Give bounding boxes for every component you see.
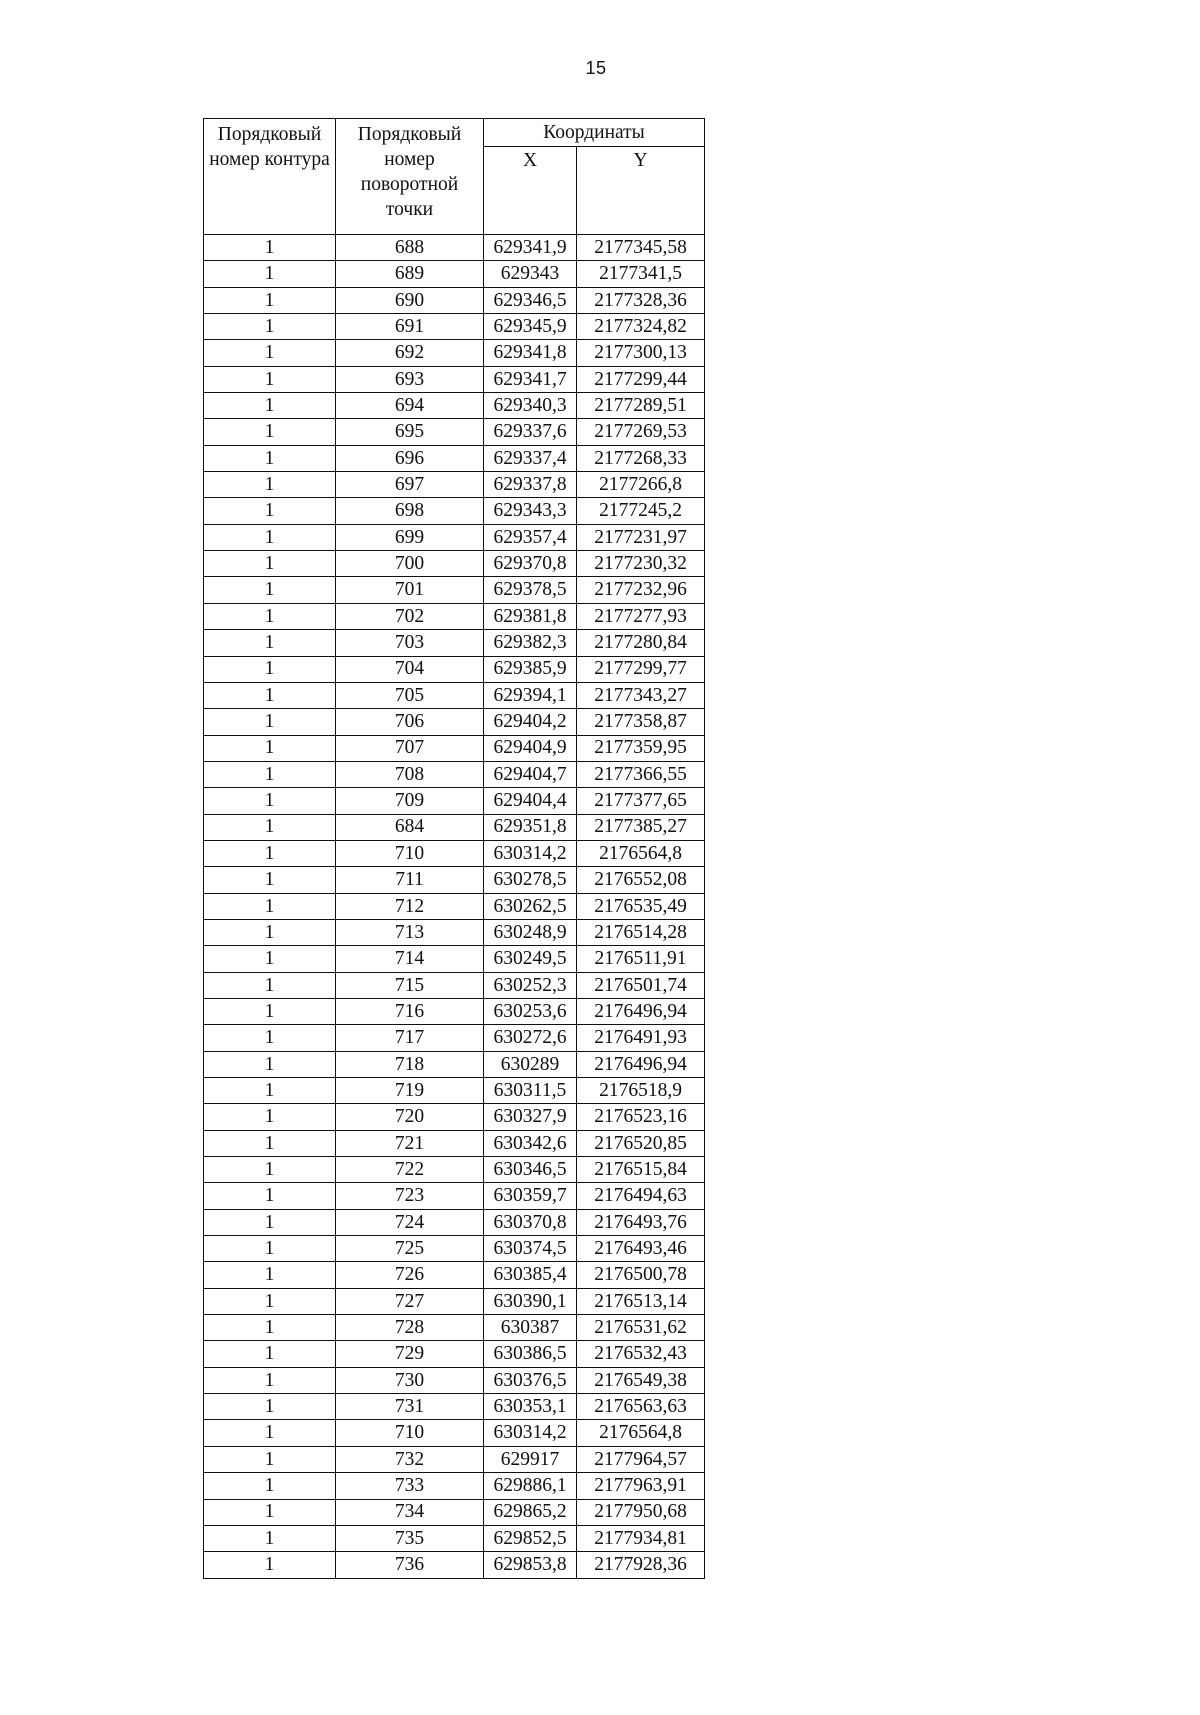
table-row xyxy=(204,1341,705,1367)
table-row xyxy=(204,998,705,1024)
cell-x: 630376,5 xyxy=(484,1367,577,1393)
header-coordinates: Координаты xyxy=(484,119,705,147)
cell-x: 629341,8 xyxy=(484,340,577,366)
cell-y: 2176493,76 xyxy=(577,1209,705,1235)
cell-x: 630272,6 xyxy=(484,1025,577,1051)
table-row xyxy=(204,735,705,761)
cell-contour-number: 1 xyxy=(204,287,336,313)
table-row xyxy=(204,840,705,866)
cell-x: 630327,9 xyxy=(484,1104,577,1130)
cell-x: 630289 xyxy=(484,1051,577,1077)
cell-contour-number: 1 xyxy=(204,1236,336,1262)
cell-contour-number: 1 xyxy=(204,1499,336,1525)
header-point-number: Порядковый номер поворотной точки xyxy=(336,119,484,235)
cell-contour-number: 1 xyxy=(204,630,336,656)
table-row xyxy=(204,972,705,998)
table-row xyxy=(204,1315,705,1341)
table-row xyxy=(204,656,705,682)
table-row xyxy=(204,1157,705,1183)
cell-y: 2177358,87 xyxy=(577,709,705,735)
cell-point-number: 692 xyxy=(336,340,484,366)
table-row xyxy=(204,1473,705,1499)
cell-x: 630387 xyxy=(484,1315,577,1341)
cell-point-number: 725 xyxy=(336,1236,484,1262)
cell-y: 2177950,68 xyxy=(577,1499,705,1525)
cell-y: 2177280,84 xyxy=(577,630,705,656)
cell-point-number: 704 xyxy=(336,656,484,682)
cell-y: 2177341,5 xyxy=(577,261,705,287)
cell-x: 629341,7 xyxy=(484,366,577,392)
table-row xyxy=(204,1394,705,1420)
cell-contour-number: 1 xyxy=(204,656,336,682)
cell-contour-number: 1 xyxy=(204,893,336,919)
cell-y: 2176493,46 xyxy=(577,1236,705,1262)
table-row xyxy=(204,1236,705,1262)
cell-point-number: 694 xyxy=(336,393,484,419)
cell-contour-number: 1 xyxy=(204,735,336,761)
table-row xyxy=(204,1209,705,1235)
cell-x: 629340,3 xyxy=(484,393,577,419)
cell-point-number: 731 xyxy=(336,1394,484,1420)
cell-x: 630278,5 xyxy=(484,867,577,893)
cell-y: 2177385,27 xyxy=(577,814,705,840)
cell-point-number: 695 xyxy=(336,419,484,445)
cell-y: 2177277,93 xyxy=(577,603,705,629)
header-x: X xyxy=(484,147,577,235)
cell-point-number: 723 xyxy=(336,1183,484,1209)
cell-contour-number: 1 xyxy=(204,1315,336,1341)
cell-point-number: 721 xyxy=(336,1130,484,1156)
table-row xyxy=(204,788,705,814)
table-row xyxy=(204,445,705,471)
table-body xyxy=(204,235,705,1579)
cell-contour-number: 1 xyxy=(204,314,336,340)
cell-x: 630262,5 xyxy=(484,893,577,919)
cell-x: 629381,8 xyxy=(484,603,577,629)
cell-contour-number: 1 xyxy=(204,682,336,708)
table-row xyxy=(204,630,705,656)
cell-contour-number: 1 xyxy=(204,1051,336,1077)
cell-x: 630370,8 xyxy=(484,1209,577,1235)
cell-point-number: 705 xyxy=(336,682,484,708)
header-contour-number: Порядковый номер контура xyxy=(204,119,336,235)
cell-y: 2177300,13 xyxy=(577,340,705,366)
table-header xyxy=(204,119,705,235)
cell-x: 629385,9 xyxy=(484,656,577,682)
cell-y: 2176496,94 xyxy=(577,998,705,1024)
table-row xyxy=(204,393,705,419)
cell-x: 629394,1 xyxy=(484,682,577,708)
cell-y: 2177232,96 xyxy=(577,577,705,603)
cell-y: 2177289,51 xyxy=(577,393,705,419)
cell-x: 630353,1 xyxy=(484,1394,577,1420)
cell-x: 629378,5 xyxy=(484,577,577,603)
cell-contour-number: 1 xyxy=(204,1025,336,1051)
table-row xyxy=(204,287,705,313)
coordinates-table xyxy=(203,118,705,1579)
cell-y: 2176501,74 xyxy=(577,972,705,998)
cell-x: 629346,5 xyxy=(484,287,577,313)
cell-point-number: 709 xyxy=(336,788,484,814)
cell-x: 629886,1 xyxy=(484,1473,577,1499)
cell-point-number: 732 xyxy=(336,1446,484,1472)
cell-x: 629404,7 xyxy=(484,761,577,787)
table-row xyxy=(204,603,705,629)
cell-contour-number: 1 xyxy=(204,788,336,814)
cell-contour-number: 1 xyxy=(204,867,336,893)
cell-x: 630359,7 xyxy=(484,1183,577,1209)
cell-x: 629404,2 xyxy=(484,709,577,735)
table-row xyxy=(204,919,705,945)
cell-contour-number: 1 xyxy=(204,1473,336,1499)
cell-contour-number: 1 xyxy=(204,445,336,471)
cell-y: 2177299,77 xyxy=(577,656,705,682)
table-row xyxy=(204,814,705,840)
cell-x: 630314,2 xyxy=(484,1420,577,1446)
cell-contour-number: 1 xyxy=(204,603,336,629)
cell-x: 629852,5 xyxy=(484,1525,577,1551)
table-row xyxy=(204,1104,705,1130)
cell-point-number: 733 xyxy=(336,1473,484,1499)
cell-x: 629337,8 xyxy=(484,472,577,498)
cell-point-number: 707 xyxy=(336,735,484,761)
cell-contour-number: 1 xyxy=(204,1209,336,1235)
cell-contour-number: 1 xyxy=(204,1446,336,1472)
cell-x: 630346,5 xyxy=(484,1157,577,1183)
cell-y: 2176531,62 xyxy=(577,1315,705,1341)
cell-y: 2176535,49 xyxy=(577,893,705,919)
cell-point-number: 684 xyxy=(336,814,484,840)
cell-contour-number: 1 xyxy=(204,1367,336,1393)
cell-contour-number: 1 xyxy=(204,1183,336,1209)
cell-contour-number: 1 xyxy=(204,340,336,366)
cell-point-number: 706 xyxy=(336,709,484,735)
cell-contour-number: 1 xyxy=(204,551,336,577)
cell-point-number: 697 xyxy=(336,472,484,498)
cell-x: 629382,3 xyxy=(484,630,577,656)
cell-y: 2177963,91 xyxy=(577,1473,705,1499)
cell-y: 2177359,95 xyxy=(577,735,705,761)
cell-point-number: 696 xyxy=(336,445,484,471)
cell-point-number: 716 xyxy=(336,998,484,1024)
table-row xyxy=(204,709,705,735)
cell-x: 629404,4 xyxy=(484,788,577,814)
cell-point-number: 700 xyxy=(336,551,484,577)
cell-x: 630314,2 xyxy=(484,840,577,866)
table-row xyxy=(204,419,705,445)
cell-contour-number: 1 xyxy=(204,1525,336,1551)
cell-contour-number: 1 xyxy=(204,366,336,392)
table-row xyxy=(204,1051,705,1077)
table-row xyxy=(204,867,705,893)
cell-y: 2177366,55 xyxy=(577,761,705,787)
cell-point-number: 710 xyxy=(336,840,484,866)
cell-contour-number: 1 xyxy=(204,1078,336,1104)
cell-x: 630385,4 xyxy=(484,1262,577,1288)
cell-point-number: 735 xyxy=(336,1525,484,1551)
cell-point-number: 703 xyxy=(336,630,484,656)
cell-point-number: 715 xyxy=(336,972,484,998)
cell-contour-number: 1 xyxy=(204,472,336,498)
cell-y: 2176523,16 xyxy=(577,1104,705,1130)
cell-x: 629404,9 xyxy=(484,735,577,761)
cell-point-number: 724 xyxy=(336,1209,484,1235)
table-row xyxy=(204,261,705,287)
table-row xyxy=(204,524,705,550)
cell-y: 2177928,36 xyxy=(577,1552,705,1578)
cell-point-number: 708 xyxy=(336,761,484,787)
cell-x: 630374,5 xyxy=(484,1236,577,1262)
table-row xyxy=(204,761,705,787)
cell-contour-number: 1 xyxy=(204,261,336,287)
cell-y: 2177230,32 xyxy=(577,551,705,577)
cell-contour-number: 1 xyxy=(204,419,336,445)
cell-x: 630253,6 xyxy=(484,998,577,1024)
table-row xyxy=(204,1525,705,1551)
cell-contour-number: 1 xyxy=(204,577,336,603)
table-row xyxy=(204,682,705,708)
cell-x: 629343 xyxy=(484,261,577,287)
table-row xyxy=(204,1446,705,1472)
cell-point-number: 722 xyxy=(336,1157,484,1183)
cell-point-number: 710 xyxy=(336,1420,484,1446)
cell-point-number: 702 xyxy=(336,603,484,629)
cell-x: 629351,8 xyxy=(484,814,577,840)
cell-y: 2176500,78 xyxy=(577,1262,705,1288)
table-row xyxy=(204,340,705,366)
cell-point-number: 698 xyxy=(336,498,484,524)
cell-y: 2176552,08 xyxy=(577,867,705,893)
cell-x: 630311,5 xyxy=(484,1078,577,1104)
table-row xyxy=(204,498,705,524)
table-row xyxy=(204,1288,705,1314)
cell-y: 2176563,63 xyxy=(577,1394,705,1420)
cell-x: 629357,4 xyxy=(484,524,577,550)
cell-y: 2177231,97 xyxy=(577,524,705,550)
cell-x: 629865,2 xyxy=(484,1499,577,1525)
cell-y: 2177268,33 xyxy=(577,445,705,471)
cell-y: 2176511,91 xyxy=(577,946,705,972)
cell-point-number: 729 xyxy=(336,1341,484,1367)
table-row xyxy=(204,1025,705,1051)
cell-point-number: 718 xyxy=(336,1051,484,1077)
cell-point-number: 689 xyxy=(336,261,484,287)
cell-point-number: 719 xyxy=(336,1078,484,1104)
cell-x: 629917 xyxy=(484,1446,577,1472)
cell-point-number: 730 xyxy=(336,1367,484,1393)
table-row xyxy=(204,366,705,392)
cell-x: 630249,5 xyxy=(484,946,577,972)
cell-x: 629343,3 xyxy=(484,498,577,524)
cell-y: 2177324,82 xyxy=(577,314,705,340)
table-row xyxy=(204,551,705,577)
cell-point-number: 690 xyxy=(336,287,484,313)
cell-x: 629341,9 xyxy=(484,235,577,261)
table-row xyxy=(204,1183,705,1209)
cell-contour-number: 1 xyxy=(204,998,336,1024)
cell-contour-number: 1 xyxy=(204,946,336,972)
cell-point-number: 691 xyxy=(336,314,484,340)
table-row xyxy=(204,314,705,340)
cell-y: 2177964,57 xyxy=(577,1446,705,1472)
cell-contour-number: 1 xyxy=(204,1394,336,1420)
cell-y: 2176520,85 xyxy=(577,1130,705,1156)
cell-point-number: 712 xyxy=(336,893,484,919)
header-y: Y xyxy=(577,147,705,235)
cell-point-number: 727 xyxy=(336,1288,484,1314)
cell-x: 629853,8 xyxy=(484,1552,577,1578)
table-row xyxy=(204,577,705,603)
cell-y: 2176564,8 xyxy=(577,1420,705,1446)
cell-y: 2177934,81 xyxy=(577,1525,705,1551)
table-row xyxy=(204,1262,705,1288)
cell-y: 2177299,44 xyxy=(577,366,705,392)
table-row xyxy=(204,235,705,261)
cell-point-number: 734 xyxy=(336,1499,484,1525)
cell-point-number: 717 xyxy=(336,1025,484,1051)
cell-y: 2177245,2 xyxy=(577,498,705,524)
cell-contour-number: 1 xyxy=(204,1420,336,1446)
cell-contour-number: 1 xyxy=(204,1262,336,1288)
cell-contour-number: 1 xyxy=(204,1552,336,1578)
cell-point-number: 688 xyxy=(336,235,484,261)
cell-x: 630390,1 xyxy=(484,1288,577,1314)
cell-y: 2177328,36 xyxy=(577,287,705,313)
table-row xyxy=(204,1552,705,1578)
cell-y: 2177269,53 xyxy=(577,419,705,445)
cell-point-number: 713 xyxy=(336,919,484,945)
cell-y: 2176532,43 xyxy=(577,1341,705,1367)
cell-y: 2177266,8 xyxy=(577,472,705,498)
cell-contour-number: 1 xyxy=(204,393,336,419)
cell-y: 2177343,27 xyxy=(577,682,705,708)
cell-y: 2176513,14 xyxy=(577,1288,705,1314)
cell-point-number: 726 xyxy=(336,1262,484,1288)
cell-x: 630386,5 xyxy=(484,1341,577,1367)
cell-contour-number: 1 xyxy=(204,1130,336,1156)
cell-point-number: 701 xyxy=(336,577,484,603)
cell-contour-number: 1 xyxy=(204,1341,336,1367)
table-row xyxy=(204,1420,705,1446)
cell-x: 629337,4 xyxy=(484,445,577,471)
cell-contour-number: 1 xyxy=(204,761,336,787)
cell-point-number: 720 xyxy=(336,1104,484,1130)
cell-point-number: 693 xyxy=(336,366,484,392)
cell-x: 630252,3 xyxy=(484,972,577,998)
cell-point-number: 699 xyxy=(336,524,484,550)
cell-x: 630248,9 xyxy=(484,919,577,945)
cell-y: 2176514,28 xyxy=(577,919,705,945)
cell-y: 2176518,9 xyxy=(577,1078,705,1104)
cell-y: 2176491,93 xyxy=(577,1025,705,1051)
cell-contour-number: 1 xyxy=(204,972,336,998)
cell-contour-number: 1 xyxy=(204,524,336,550)
table-row xyxy=(204,946,705,972)
cell-x: 629370,8 xyxy=(484,551,577,577)
cell-x: 629345,9 xyxy=(484,314,577,340)
cell-y: 2176515,84 xyxy=(577,1157,705,1183)
table-row xyxy=(204,1130,705,1156)
cell-contour-number: 1 xyxy=(204,709,336,735)
cell-y: 2176564,8 xyxy=(577,840,705,866)
cell-contour-number: 1 xyxy=(204,840,336,866)
page-number: 15 xyxy=(585,58,607,78)
cell-point-number: 714 xyxy=(336,946,484,972)
table-row xyxy=(204,472,705,498)
cell-contour-number: 1 xyxy=(204,235,336,261)
table-row xyxy=(204,1078,705,1104)
cell-contour-number: 1 xyxy=(204,1104,336,1130)
cell-y: 2176496,94 xyxy=(577,1051,705,1077)
cell-y: 2177345,58 xyxy=(577,235,705,261)
cell-point-number: 728 xyxy=(336,1315,484,1341)
cell-contour-number: 1 xyxy=(204,1157,336,1183)
cell-contour-number: 1 xyxy=(204,498,336,524)
cell-y: 2177377,65 xyxy=(577,788,705,814)
cell-x: 630342,6 xyxy=(484,1130,577,1156)
cell-contour-number: 1 xyxy=(204,814,336,840)
cell-y: 2176549,38 xyxy=(577,1367,705,1393)
cell-point-number: 736 xyxy=(336,1552,484,1578)
table-row xyxy=(204,1367,705,1393)
cell-contour-number: 1 xyxy=(204,1288,336,1314)
table-row xyxy=(204,893,705,919)
cell-y: 2176494,63 xyxy=(577,1183,705,1209)
cell-x: 629337,6 xyxy=(484,419,577,445)
cell-point-number: 711 xyxy=(336,867,484,893)
cell-contour-number: 1 xyxy=(204,919,336,945)
table-row xyxy=(204,1499,705,1525)
